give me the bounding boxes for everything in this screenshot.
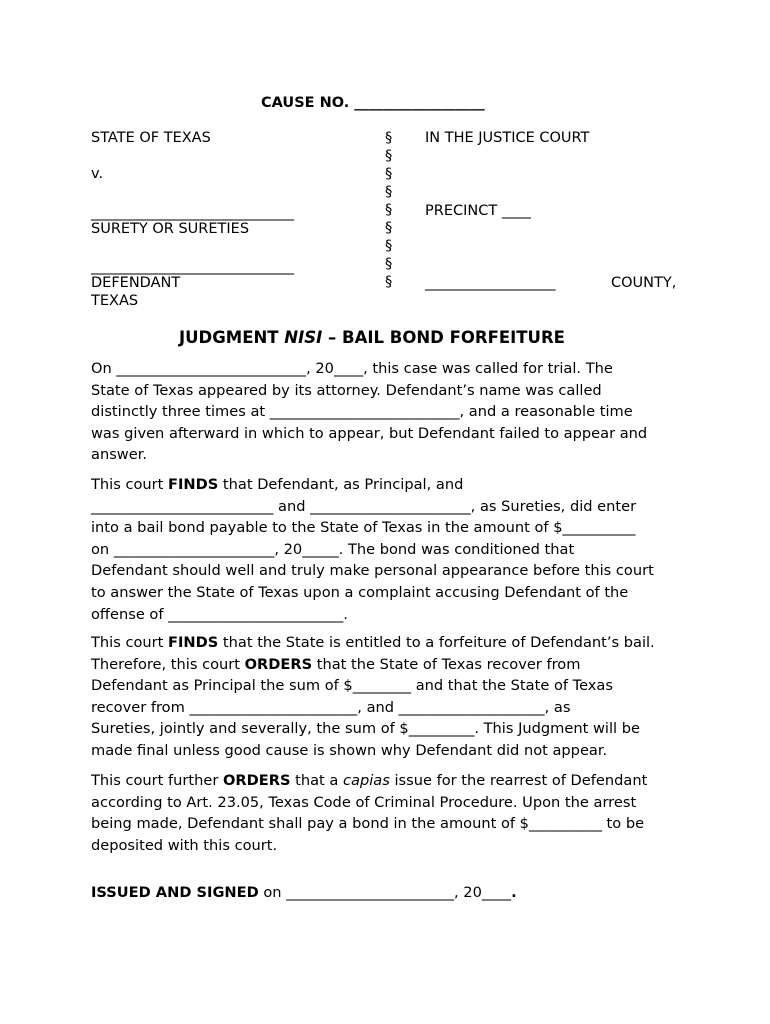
text-run: that Defendant, as Principal, and [218, 476, 464, 493]
title-part1: JUDGMENT [179, 328, 285, 347]
text-line: into a bail bond payable to the State of Texas in the amount of $__________ [91, 519, 636, 537]
paragraph-findings-bond [91, 474, 691, 625]
caption-precinct: PRECINCT ____ [425, 203, 531, 219]
text-line: made final unless good cause is shown why Defendant did not appear. [91, 741, 608, 759]
text-run: Therefore, this court [91, 655, 245, 673]
text-line: on ______________________, 20_____. The bond was conditioned that [91, 540, 575, 558]
text-run: This court further [91, 772, 223, 789]
finds-bold: FINDS [168, 476, 219, 493]
section-mark: § [385, 220, 393, 236]
text-line: Sureties, jointly and severally, the sum of $_________. This Judgment will be [91, 720, 640, 738]
paragraph-findings-forfeiture [91, 632, 691, 762]
text-line: answer. [91, 446, 148, 464]
paragraph-capias [91, 770, 691, 856]
text-line: State of Texas appeared by its attorney. Defendant’s name was called [91, 381, 602, 399]
section-mark: § [385, 184, 393, 200]
orders-bold: ORDERS [244, 655, 313, 673]
text-line: recover from _______________________, and ____________________, as [91, 698, 571, 716]
section-mark: § [385, 274, 393, 290]
section-mark: § [385, 202, 393, 218]
caption-versus: v. [91, 166, 104, 182]
section-mark: § [385, 148, 393, 164]
text-run: that a [290, 772, 343, 789]
text-run: that the State of Texas recover from [312, 655, 581, 673]
text-line [91, 474, 691, 496]
text-line: offense of ________________________. [91, 605, 348, 623]
paragraph-trial [91, 358, 691, 466]
text-run: on _______________________, 20____ [258, 884, 512, 901]
text-line: according to Art. 23.05, Texas Code of Criminal Procedure. Upon the arrest [91, 793, 637, 811]
caption-surety: SURETY OR SURETIES [91, 221, 250, 237]
cause-number: CAUSE NO. __________________ [261, 95, 485, 111]
text-line: _________________________ and ______________________, as Sureties, did enter [91, 497, 637, 515]
section-mark: § [385, 238, 393, 254]
text-line: Defendant as Principal the sum of $________ and that the State of Texas [91, 677, 613, 695]
orders-bold: ORDERS [223, 772, 291, 789]
text-run: This court [91, 476, 169, 493]
section-mark: § [385, 166, 393, 182]
text-run: issue for the rearrest of Defendant [389, 772, 648, 789]
finds-bold: FINDS [168, 634, 219, 651]
text-run: . [511, 884, 517, 901]
caption-county: COUNTY, [611, 275, 677, 291]
caption-court: IN THE JUSTICE COURT [425, 130, 590, 146]
document-title [179, 328, 565, 348]
text-line [91, 770, 691, 792]
caption-texas: TEXAS [91, 293, 139, 309]
caption-state: STATE OF TEXAS [91, 130, 211, 146]
text-run: This court [91, 634, 169, 651]
text-line: distinctly three times at __________________________, and a reasonable time [91, 403, 633, 421]
section-mark: § [385, 130, 393, 146]
county-blank-line: __________________ [425, 275, 556, 291]
capias-italic: capias [342, 772, 390, 789]
defendant-signature-line: ____________________________ [91, 259, 294, 275]
issued-signed-bold: ISSUED AND SIGNED [91, 884, 259, 901]
title-part2: – BAIL BOND FORFEITURE [322, 328, 565, 347]
title-nisi: NISI [284, 328, 323, 347]
text-line: to answer the State of Texas upon a complaint accusing Defendant of the [91, 583, 629, 601]
issued-and-signed-line [91, 882, 691, 904]
caption-defendant: DEFENDANT [91, 275, 181, 291]
surety-signature-line: ____________________________ [91, 205, 294, 221]
text-line: was given afterward in which to appear, but Defendant failed to appear and [91, 424, 648, 442]
text-line: On __________________________, 20____, this case was called for trial. The [91, 360, 613, 377]
text-line [91, 632, 691, 654]
section-mark: § [385, 256, 393, 272]
text-run: that the State is entitled to a forfeiture of Defendant’s bail. [218, 634, 655, 651]
text-line: being made, Defendant shall pay a bond in the amount of $__________ to be [91, 815, 645, 833]
section-marks-column [385, 129, 392, 291]
text-line: Defendant should well and truly make personal appearance before this court [91, 562, 654, 580]
text-line [91, 654, 691, 676]
text-line: deposited with this court. [91, 836, 278, 854]
